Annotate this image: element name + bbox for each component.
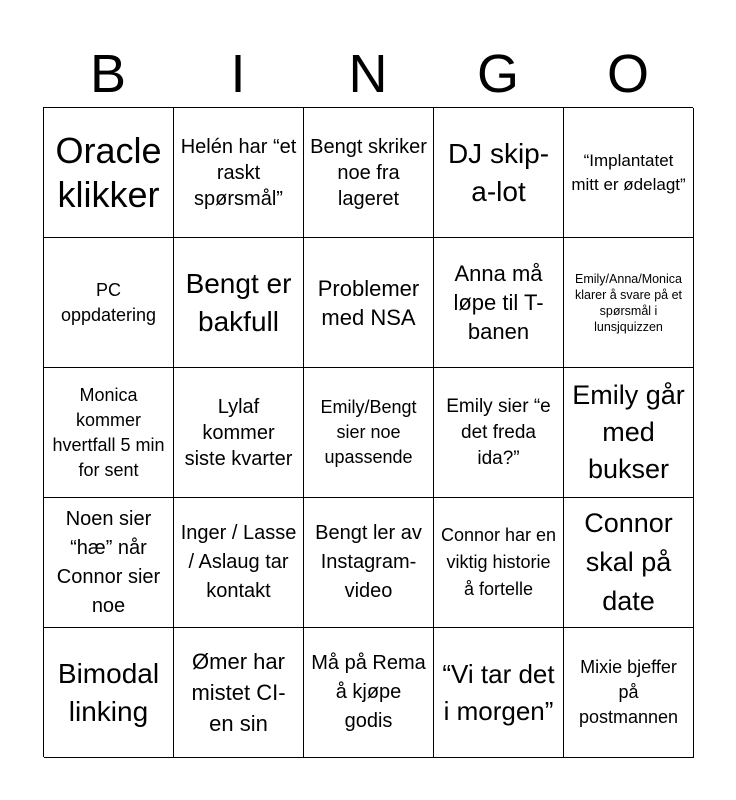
bingo-cell-text: Connor har en viktig historie å fortelle <box>440 525 557 599</box>
bingo-cell-text: Mixie bjeffer på postmannen <box>578 657 679 727</box>
bingo-cell[interactable] <box>434 368 564 498</box>
bingo-cell[interactable] <box>434 108 564 238</box>
bingo-cell[interactable] <box>564 368 694 498</box>
bingo-cell-text: Må på Rema å kjøpe godis <box>311 652 426 732</box>
bingo-cell-text: Ømer har mistet CI-en sin <box>191 649 286 736</box>
bingo-cell-text: Emily/Anna/Monica klarer å svare på et spørsmål i lunsjquizzen <box>575 271 682 334</box>
bingo-cell[interactable] <box>174 368 304 498</box>
bingo-cell-text: Anna må løpe til T-banen <box>453 261 544 344</box>
header-letter-g: G <box>476 44 519 104</box>
bingo-cell-text: Lylaf kommer siste kvarter <box>184 395 293 470</box>
bingo-cell-text: Bengt er bakfull <box>185 267 292 337</box>
bingo-cell[interactable] <box>174 108 304 238</box>
bingo-cell[interactable] <box>44 498 174 628</box>
bingo-cell[interactable] <box>44 108 174 238</box>
bingo-cell[interactable] <box>304 108 434 238</box>
header-letter-n: N <box>348 44 388 104</box>
bingo-card <box>43 107 693 757</box>
bingo-cell[interactable] <box>304 498 434 628</box>
bingo-cell[interactable] <box>174 498 304 628</box>
header-letter-i: I <box>230 44 246 104</box>
bingo-cell-text: Connor skal på date <box>584 508 673 616</box>
bingo-cell[interactable] <box>564 108 694 238</box>
bingo-cell-text: Emily sier “e det freda ida?” <box>446 395 551 469</box>
bingo-cell-text: Noen sier “hæ” når Connor sier noe <box>56 507 161 617</box>
header-letter-o: O <box>606 44 649 104</box>
bingo-cell-text: Bengt ler av Instagram-video <box>315 522 422 602</box>
bingo-cell-text: PC oppdatering <box>60 279 157 325</box>
bingo-cell-text: Bengt skriker noe fra lageret <box>310 135 427 210</box>
bingo-cell-text: DJ skip-a-lot <box>447 137 550 207</box>
bingo-cell-text: Helén har “et raskt spørsmål” <box>180 135 297 210</box>
bingo-cell-text: Monica kommer hvertfall 5 min for sent <box>52 384 165 480</box>
bingo-cell-text: Emily/Bengt sier noe upassende <box>320 397 417 467</box>
bingo-cell[interactable] <box>564 628 694 758</box>
bingo-cell-text: Inger / Lasse / Aslaug tar kontakt <box>180 522 297 602</box>
bingo-cell[interactable] <box>304 238 434 368</box>
bingo-cell[interactable] <box>174 238 304 368</box>
bingo-cell[interactable] <box>434 238 564 368</box>
bingo-cell[interactable] <box>44 368 174 498</box>
header-letter-b: B <box>89 44 127 104</box>
bingo-cell-text: Oracle klikker <box>55 129 162 215</box>
bingo-cell[interactable] <box>44 238 174 368</box>
bingo-cell-text: Problemer med NSA <box>317 275 420 330</box>
bingo-cell[interactable] <box>174 628 304 758</box>
bingo-cell-text: Bimodal linking <box>57 657 160 727</box>
bingo-cell-text: “Implantatet mitt er ødelagt” <box>571 150 686 194</box>
bingo-cell[interactable] <box>564 238 694 368</box>
bingo-cell[interactable] <box>434 628 564 758</box>
bingo-cell[interactable] <box>434 498 564 628</box>
bingo-cell[interactable] <box>304 628 434 758</box>
bingo-cell[interactable] <box>564 498 694 628</box>
bingo-cell[interactable] <box>304 368 434 498</box>
bingo-cell[interactable] <box>44 628 174 758</box>
bingo-cell-text: Emily går med bukser <box>572 380 685 484</box>
bingo-header <box>43 44 693 104</box>
bingo-cell-text: “Vi tar det i morgen” <box>442 658 555 726</box>
